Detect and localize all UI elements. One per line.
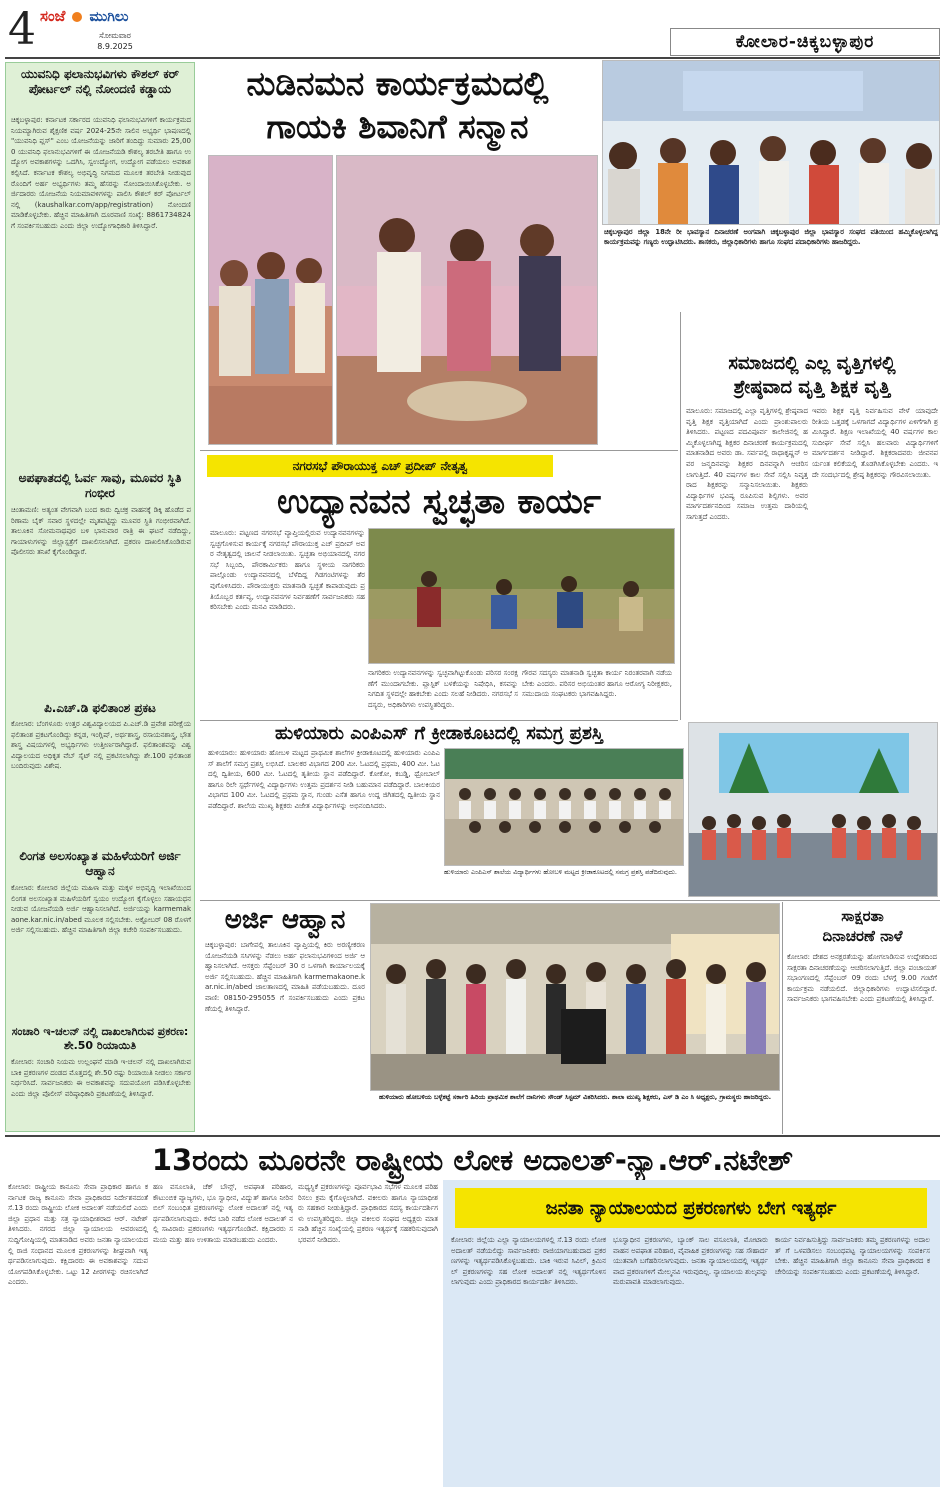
park-kicker-banner: [207, 455, 553, 477]
section-banner-text: ಕೋಲಾರ-ಚಿಕ್ಕಬಳ್ಳಾಪುರ: [735, 32, 875, 52]
story-echallan-body: ಕೋಲಾರ: ಸಂಚಾರಿ ನಿಯಮ ಉಲ್ಲಂಘನೆ ಮಾಡಿ ಇ-ಚಲನ್ ನಲ್ಲಿ ದಾಖಲಾಗಿರುವ ಬಾಕಿ ಪ್ರಕರಣಗಳ ದಂಡದ ಮೊತ್ತದಲ್ಲಿ ಶೇ.50 ರಷ್ಟು ರಿಯಾಯಿತಿ ನೀಡಲು ಸರ್ಕಾರ ನಿರ್ಧರಿಸಿದೆ. ಸಾರ್ವಜನಿಕರು ಈ ಅವಕಾಶವನ್ನು ಸದುಪಯೋಗ ಪಡಿಸಿಕೊಳ್ಳಬೇಕು ಎಂದು ಜಿಲ್ಲಾ ಪೊಲೀಸ್ ವರಿಷ್ಠಾಧಿಕಾರಿ ಪ್ರಕಟಣೆಯಲ್ಲಿ ತಿಳಿಸಿದ್ದಾರೆ.: [11, 1058, 191, 1098]
literacy-body: ಕೋಲಾರ: ದೇಶದ ಅನಕ್ಷರತೆಯನ್ನು ಹೋಗಲಾಡಿಸುವ ಉದ್ದೇಶದಿಂದ ಸಾಕ್ಷರತಾ ದಿನಾಚರಣೆಯನ್ನು ಆಚರಿಸಲಾಗುತ್ತಿದೆ. ಜಿಲ್ಲಾ ಪಂಚಾಯತ್ ಸಭಾಂಗಣದಲ್ಲಿ ಸೆಪ್ಟೆಂಬರ್ 09 ರಂದು ಬೆಳಗ್ಗೆ 9.00 ಗಂಟೆಗೆ ಕಾರ್ಯಕ್ರಮ ನಡೆಯಲಿದೆ. ಜಿಲ್ಲಾಧಿಕಾರಿಗಳು ಉದ್ಘಾಟಿಸಲಿದ್ದಾರೆ. ಸಾರ್ವಜನಿಕರು ಭಾಗವಹಿಸಬೇಕು ಎಂದು ಪ್ರಕಟಣೆಯಲ್ಲಿ ತಿಳಿಸಿದ್ದಾರೆ.: [787, 953, 937, 1004]
lok-adalat-col3: ಮಧ್ಯಸ್ಥಿಕೆ ಪ್ರಕರಣಗಳನ್ನು ಪೂರ್ವಭಾವಿ ಸಭೆಗಳ ಮೂಲಕ ಪರಿಹರಿಸಲು ಕ್ರಮ ಕೈಗೊಳ್ಳಲಾಗಿದೆ. ವಕೀಲರು ಹಾಗೂ ನ್ಯಾಯಾಧೀಶರು ಸಹಕಾರ ನೀಡುತ್ತಿದ್ದಾರೆ. ಪ್ರಾಧಿಕಾರದ ಸದಸ್ಯ ಕಾರ್ಯದರ್ಶಿಗಳು ಉಪಸ್ಥಿತರಿದ್ದರು. ಜಿಲ್ಲಾ ವಕೀಲರ ಸಂಘದ ಅಧ್ಯಕ್ಷರು ಮಾತನಾಡಿ ಹೆಚ್ಚಿನ ಸಂಖ್ಯೆಯಲ್ಲಿ ಪ್ರಕರಣ ಇತ್ಯರ್ಥಕ್ಕೆ ಸಹಕರಿಸುವುದಾಗಿ ಭರವಸೆ ನೀಡಿದರು.: [298, 1183, 438, 1244]
divider-park: [200, 450, 678, 451]
page-number: [8, 5, 38, 55]
divider-literacy: [782, 902, 783, 1134]
main-story-photo-2: [336, 155, 598, 445]
teacher-headline-line1: ಸಮಾಜದಲ್ಲಿ ಎಲ್ಲ ವೃತ್ತಿಗಳಲ್ಲಿ: [728, 353, 896, 374]
divider-applications: [200, 900, 940, 901]
lok-adalat-col5: ಭೂಸ್ವಾಧೀನ ಪ್ರಕರಣಗಳು, ಬ್ಯಾಂಕ್ ಸಾಲ ವಸೂಲಾತಿ, ಮೋಟಾರು ವಾಹನ ಅಪಘಾತ ಪರಿಹಾರ, ವೈವಾಹಿಕ ಪ್ರಕರಣಗಳನ್ನು ಸಹ ಸೌಹಾರ್ದಯುತವಾಗಿ ಬಗೆಹರಿಸಲಾಗುವುದು. ಜನತಾ ನ್ಯಾಯಾಲಯದಲ್ಲಿ ಇತ್ಯರ್ಥವಾದ ಪ್ರಕರಣಗಳಿಗೆ ಮೇಲ್ಮನವಿ ಇರುವುದಿಲ್ಲ. ನ್ಯಾಯಾಲಯ ಶುಲ್ಕವನ್ನು ಮರುಪಾವತಿ ಮಾಡಲಾಗುವುದು.: [613, 1236, 768, 1287]
park-body-2: ನಾಗರಿಕರು ಉದ್ಯಾನವನಗಳನ್ನು ಸ್ವಚ್ಛವಾಗಿಟ್ಟುಕೊಂಡು ಪರಿಸರ ಸಂರಕ್ಷಣೆಗೆ ಮುಂದಾಗಬೇಕು. ಪ್ಲಾಸ್ಟಿಕ್ ಬಳಕೆಯನ್ನು ನಿಷೇಧಿಸಿ, ಕಸವನ್ನು ನಿಗದಿತ ಸ್ಥಳದಲ್ಲೇ ಹಾಕಬೇಕು ಎಂದು ಸಲಹೆ ನೀಡಿದರು. ನಗರಸಭೆ ಸದಸ್ಯರು, ಅಧಿಕಾರಿಗಳು ಉಪಸ್ಥಿತರಿದ್ದರು.: [368, 669, 518, 709]
story-echallan-headline: ಸಂಚಾರಿ ಇ-ಚಲನ್ ನಲ್ಲಿ ದಾಖಲಾಗಿರುವ ಪ್ರಕರಣ: ಶೇ.50 ರಿಯಾಯಿತಿ: [11, 1025, 189, 1052]
story-phd-body: ಕೋಲಾರ: ಬೆಂಗಳೂರು ಉತ್ತರ ವಿಶ್ವವಿದ್ಯಾಲಯದ ಪಿ.ಎಚ್.ಡಿ ಪ್ರವೇಶ ಪರೀಕ್ಷೆಯ ಫಲಿತಾಂಶ ಪ್ರಕಟಗೊಂಡಿದ್ದು ಕನ್ನಡ, ಇಂಗ್ಲಿಷ್, ಅರ್ಥಶಾಸ್ತ್ರ, ರಸಾಯನಶಾಸ್ತ್ರ, ಭೌತಶಾಸ್ತ್ರ ವಿಷಯಗಳಲ್ಲಿ ಅಭ್ಯರ್ಥಿಗಳು ಉತ್ತೀರ್ಣರಾಗಿದ್ದಾರೆ. ಫಲಿತಾಂಶವನ್ನು ವಿಶ್ವವಿದ್ಯಾಲಯದ ಅಧಿಕೃತ ವೆಬ್ ಸೈಟ್ ನಲ್ಲಿ ಪ್ರಕಟಿಸಲಾಗಿದ್ದು ಶೇ.100 ಫಲಿತಾಂಶ ಬಂದಿರುವುದು ವಿಶೇಷ.: [11, 720, 191, 771]
lok-adalat-col6: ಕಾರ್ಯ ನಿರ್ವಹಿಸುತ್ತಿದ್ದು ಸಾರ್ವಜನಿಕರು ತಮ್ಮ ಪ್ರಕರಣಗಳನ್ನು ಅದಾಲತ್ ಗೆ ಒಳಪಡಿಸಲು ಸಂಬಂಧಪಟ್ಟ ನ್ಯಾಯಾಲಯಗಳನ್ನು ಸಂಪರ್ಕಿಸಬೇಕು. ಹೆಚ್ಚಿನ ಮಾಹಿತಿಗಾಗಿ ಜಿಲ್ಲಾ ಕಾನೂನು ಸೇವಾ ಪ್ರಾಧಿಕಾರದ ಕಚೇರಿಯನ್ನು ಸಂಪರ್ಕಿಸಬಹುದು ಎಂದು ಪ್ರಕಟಣೆಯಲ್ಲಿ ತಿಳಿಸಿದ್ದಾರೆ.: [775, 1236, 930, 1276]
park-body: ಮಾಲೂರು: ಪಟ್ಟಣದ ನಗರಸಭೆ ವ್ಯಾಪ್ತಿಯಲ್ಲಿರುವ ಉದ್ಯಾನವನಗಳನ್ನು ಸ್ವಚ್ಛಗೊಳಿಸುವ ಕಾರ್ಯಕ್ಕೆ ನಗರಸಭೆ ಪೌರಾಯುಕ್ತ ಎಚ್ ಪ್ರದೀಪ್ ಅವರ ನೇತೃತ್ವದಲ್ಲಿ ಚಾಲನೆ ನೀಡಲಾಯಿತು. ಸ್ವಚ್ಛತಾ ಅಭಿಯಾನದಲ್ಲಿ ನಗರಸಭೆ ಸಿಬ್ಬಂದಿ, ಪೌರಕಾರ್ಮಿಕರು ಹಾಗೂ ಸ್ಥಳೀಯ ನಾಗರಿಕರು ಪಾಲ್ಗೊಂಡು ಉದ್ಯಾನವನದಲ್ಲಿ ಬೆಳೆದಿದ್ದ ಗಿಡಗಂಟಿಗಳನ್ನು ತೆರವುಗೊಳಿಸಿದರು. ಪೌರಾಯುಕ್ತರು ಮಾತನಾಡಿ ಸ್ವಚ್ಛತೆ ಕಾಪಾಡುವುದು ಪ್ರತಿಯೊಬ್ಬರ ಕರ್ತವ್ಯ, ಉದ್ಯಾನವನಗಳ ನಿರ್ವಹಣೆಗೆ ಸಾರ್ವಜನಿಕರು ಸಹಕರಿಸಬೇಕು ಎಂದು ಮನವಿ ಮಾಡಿದರು.: [210, 529, 365, 612]
school-donation-photo: [370, 903, 780, 1091]
lok-adalat-sub-banner: [455, 1188, 927, 1228]
teacher-body: ಮಾಲೂರು: ಸಮಾಜದಲ್ಲಿ ಎಲ್ಲಾ ವೃತ್ತಿಗಳಲ್ಲಿ ಶ್ರೇಷ್ಠವಾದ ವೃತ್ತಿ ಶಿಕ್ಷಕ ವೃತ್ತಿಯಾಗಿದೆ ಎಂದು ಪ್ರಾಂಶುಪಾಲರು ತಿಳಿಸಿದರು. ಪಟ್ಟಣದ ಪದವಿಪೂರ್ವ ಕಾಲೇಜಿನಲ್ಲಿ ಹಮ್ಮಿಕೊಳ್ಳಲಾಗಿದ್ದ ಶಿಕ್ಷಕರ ದಿನಾಚರಣೆ ಕಾರ್ಯಕ್ರಮದಲ್ಲಿ ಮಾತನಾಡಿದ ಅವರು ಡಾ. ಸರ್ವಪಲ್ಲಿ ರಾಧಾಕೃಷ್ಣನ್ ಅವರ ಜನ್ಮದಿನವನ್ನು ಶಿಕ್ಷಕರ ದಿನವನ್ನಾಗಿ ಆಚರಿಸಲಾಗುತ್ತಿದೆ. 40 ವರ್ಷಗಳ ಕಾಲ ಸೇವೆ ಸಲ್ಲಿಸಿ ನಿವೃತ್ತರಾದ ಶಿಕ್ಷಕರನ್ನು ಸನ್ಮಾನಿಸಲಾಯಿತು. ಶಿಕ್ಷಕರು ವಿದ್ಯಾರ್ಥಿಗಳ ಭವಿಷ್ಯ ರೂಪಿಸುವ ಶಿಲ್ಪಿಗಳು. ಅವರ ಮಾರ್ಗದರ್ಶನದಿಂದ ಸಮಾಜ ಉತ್ತಮ ದಾರಿಯಲ್ಲಿ ಸಾಗುತ್ತದೆ ಎಂದರು.: [686, 407, 808, 521]
divider-sports: [200, 720, 678, 721]
lok-adalat-col4: ಕೋಲಾರ: ಜಿಲ್ಲೆಯ ಎಲ್ಲಾ ನ್ಯಾಯಾಲಯಗಳಲ್ಲಿ ಸೆ.13 ರಂದು ಲೋಕ ಅದಾಲತ್ ನಡೆಯಲಿದ್ದು ಸಾರ್ವಜನಿಕರು ರಾಜಿಯಾಗಬಹುದಾದ ಪ್ರಕರಣಗಳನ್ನು ಇತ್ಯರ್ಥಪಡಿಸಿಕೊಳ್ಳಬಹುದು. ಬಾಕಿ ಇರುವ ಸಿವಿಲ್, ಕ್ರಿಮಿನಲ್ ಪ್ರಕರಣಗಳನ್ನು ಸಹ ಲೋಕ ಅದಾಲತ್ ನಲ್ಲಿ ಇತ್ಯರ್ಥಗೊಳಿಸಲಾಗುವುದು ಎಂದು ಪ್ರಾಧಿಕಾರದ ಕಾರ್ಯದರ್ಶಿ ತಿಳಿಸಿದರು.: [451, 1236, 606, 1287]
park-cleaning-photo: [368, 528, 675, 664]
sports-students-photo: [444, 748, 684, 866]
section-banner: [670, 28, 940, 56]
sports-body: ಹುಳಿಯಾರು: ಹುಳಿಯಾರು ಹೋಬಳಿ ಮಟ್ಟದ ಪ್ರಾಥಮಿಕ ಶಾಲೆಗಳ ಕ್ರೀಡಾಕೂಟದಲ್ಲಿ ಹುಳಿಯಾರು ಎಂಪಿಎಸ್ ಶಾಲೆಗೆ ಸಮಗ್ರ ಪ್ರಶಸ್ತಿ ಲಭಿಸಿದೆ. ಬಾಲಕರ ವಿಭಾಗದ 200 ಮೀ. ಓಟದಲ್ಲಿ ಪ್ರಥಮ, 400 ಮೀ. ಓಟದಲ್ಲಿ ದ್ವಿತೀಯ, 600 ಮೀ. ಓಟದಲ್ಲಿ ತೃತೀಯ ಸ್ಥಾನ ಪಡೆದಿದ್ದಾರೆ. ಕೋಕೋ, ಕಬಡ್ಡಿ, ಥ್ರೋಬಾಲ್ ಹಾಗೂ ರಿಲೇ ಸ್ಪರ್ಧೆಗಳಲ್ಲಿ ವಿದ್ಯಾರ್ಥಿಗಳು ಉತ್ತಮ ಪ್ರದರ್ಶನ ನೀಡಿ ಬಹುಮಾನ ಪಡೆದಿದ್ದಾರೆ. ಬಾಲಕಿಯರ ವಿಭಾಗದ 100 ಮೀ. ಓಟದಲ್ಲಿ ಪ್ರಥಮ ಸ್ಥಾನ, ಗುಂಡು ಎಸೆತ ಹಾಗೂ ಉದ್ದ ಜಿಗಿತದಲ್ಲಿ ದ್ವಿತೀಯ ಸ್ಥಾನ ಪಡೆದಿದ್ದಾರೆ. ಶಾಲೆಯ ಮುಖ್ಯ ಶಿಕ್ಷಕರು ವಿಜೇತ ವಿದ್ಯಾರ್ಥಿಗಳನ್ನು ಅಭಿನಂದಿಸಿದರು.: [208, 749, 440, 810]
sports-caption: ಹುಳಿಯಾರು ಎಂಪಿಎಸ್ ಶಾಲೆಯ ವಿದ್ಯಾರ್ಥಿಗಳು ಹೋಬಳಿ ಮಟ್ಟದ ಕ್ರೀಡಾಕೂಟದಲ್ಲಿ ಸಮಗ್ರ ಪ್ರಶಸ್ತಿ ಪಡೆದಿರುವುದು.: [444, 868, 677, 876]
story-yuvanidhi-body: ಚಿಕ್ಕಬಳ್ಳಾಪುರ: ಕರ್ನಾಟಕ ಸರ್ಕಾರದ ಯುವನಿಧಿ ಫಲಾನುಭವಿಗಳಿಗೆ ಕಾರ್ಯಕ್ರಮದ ನಿಯಮ್ಯಾಗಿರುವ ಶೈಕ್ಷಣಿಕ ವರ್ಷ 2024-25ನೇ ಸಾಲಿನ ಅಭ್ಯರ್ಥಿ ಭಾಷಣದಲ್ಲಿ "ಯುವನಿಧಿ ಪ್ಲಸ್" ಎಂಬ ಯೋಜನೆಯನ್ನು ಜಾರಿಗೆ ತಂದಿದ್ದು ಸುಮಾರು 25,000 ಯುವನಿಧಿ ಫಲಾನುಭವಿಗಳಿಗೆ ಈ ಯೋಜನೆಯಡಿ ಕೌಶಲ್ಯ ತರಬೇತಿ ಹಾಗೂ ಉದ್ಯೋಗ ಅವಕಾಶಗಳನ್ನು ಒದಗಿಸಿ, ಸ್ವಉದ್ಯೋಗ, ಉದ್ಯೋಗ ಪಡೆಯಲು ಅವಕಾಶ ಕಲ್ಪಿಸಿದೆ. ಕರ್ನಾಟಕ ಕೌಶಲ್ಯ ಅಭಿವೃದ್ಧಿ ನಿಗಮದ ಮೂಲಕ ತರಬೇತಿ ನೀಡುವುದರೊಂದಿಗೆ ಅರ್ಹ ಅಭ್ಯರ್ಥಿಗಳು ತಮ್ಮ ಹೆಸರನ್ನು ನೋಂದಾಯಿಸಿಕೊಳ್ಳಬೇಕು. ಅರ್ಜಿದಾರರು ಯೋಜನೆಯ ನಿಯಮಾವಳಿಗಳನ್ನು ಪಾಲಿಸಿ ಕೌಶಲ್ ಕರ್ ಪೋರ್ಟಲ್ ನಲ್ಲಿ (kaushalkar.com/app/registration) ನೋಂದಣಿ ಮಾಡಿಕೊಳ್ಳಬೇಕು. ಹೆಚ್ಚಿನ ಮಾಹಿತಿಗಾಗಿ ದೂರವಾಣಿ ಸಂಖ್ಯೆ: 8861734824 ಗೆ ಸಂಪರ್ಕಿಸಬಹುದು ಎಂದು ಜಿಲ್ಲಾ ಉದ್ಯೋಗಾಧಿಕಾರಿ ತಿಳಿಸಿದ್ದಾರೆ.: [11, 116, 191, 230]
story-women-body: ಕೋಲಾರ: ಕೋಲಾರ ಜಿಲ್ಲೆಯ ಮಹಿಳಾ ಮತ್ತು ಮಕ್ಕಳ ಅಭಿವೃದ್ಧಿ ಇಲಾಖೆಯಿಂದ ಲಿಂಗತ ಅಲಸಂಖ್ಯಾತ ಮಹಿಳೆಯರಿಗೆ ಸ್ವಯಂ ಉದ್ಯೋಗ ಕೈಗೊಳ್ಳಲು ಸಹಾಯಧನ ನೀಡುವ ಯೋಜನೆಯಡಿ ಅರ್ಜಿ ಆಹ್ವಾನಿಸಲಾಗಿದೆ. ಅರ್ಜಿಯನ್ನು karmemakaone.kar.nic.in/abed ಮೂಲಕ ಸಲ್ಲಿಸಬೇಕು. ಅಕ್ಟೋಬರ್ 08 ರೊಳಗೆ ಅರ್ಜಿ ಸಲ್ಲಿಸಬಹುದು. ಹೆಚ್ಚಿನ ಮಾಹಿತಿಗಾಗಿ ಜಿಲ್ಲಾ ಕಚೇರಿ ಸಂಪರ್ಕಿಸಬಹುದು.: [11, 884, 191, 935]
teacher-day-event-photo: [688, 722, 938, 897]
story-yuvanidhi-headline: ಯುವನಿಧಿ ಫಲಾನುಭವಿಗಳು ಕೌಶಲ್ ಕರ್ ಪೋರ್ಟಲ್ ನಲ್ಲಿ ನೋಂದಣಿ ಕಡ್ಡಾಯ: [20, 67, 180, 96]
main-story-headline-block: [200, 62, 595, 152]
lok-adalat-sub-headline: ಜನತಾ ನ್ಯಾಯಾಲಯದ ಪ್ರಕರಣಗಳು ಬೇಗ ಇತ್ಯರ್ಥ: [545, 1197, 837, 1219]
brand-name-part2: ಮುಗಿಲು: [89, 9, 129, 25]
applications-body: ಚಿಕ್ಕಬಳ್ಳಾಪುರ: ಬಾಗೇಪಲ್ಲಿ ತಾಲೂಕಿನ ವ್ಯಾಪ್ತಿಯಲ್ಲಿ ಕಿರು ಅರಣ್ಯೀಕರಣ ಯೋಜನೆಯಡಿ ಸಸಿಗಳನ್ನು ನೆಡಲು ಅರ್ಹ ಫಲಾನುಭವಿಗಳಿಂದ ಅರ್ಜಿ ಆಹ್ವಾನಿಸಲಾಗಿದೆ. ಆಸಕ್ತರು ಸೆಪ್ಟೆಂಬರ್ 30 ರ ಒಳಗಾಗಿ ಕಾರ್ಯಾಲಯಕ್ಕೆ ಅರ್ಜಿ ಸಲ್ಲಿಸಬಹುದು. ಹೆಚ್ಚಿನ ಮಾಹಿತಿಗಾಗಿ karmemakaone.kar.nic.in/abed ಜಾಲತಾಣದಲ್ಲಿ ಮಾಹಿತಿ ಪಡೆಯಬಹುದು. ದೂರವಾಣಿ: 08150-295055 ಗೆ ಸಂಪರ್ಕಿಸಬಹುದು ಎಂದು ಪ್ರಕಟಣೆಯಲ್ಲಿ ತಿಳಿಸಿದ್ದಾರೆ.: [205, 941, 365, 1013]
literacy-headline-line1: ಸಾಕ್ಷರತಾ: [841, 907, 884, 925]
teacher-body-2: ಇವರು ಶಿಕ್ಷಕ ವೃತ್ತಿ ನಿರ್ವಹಿಸುವ ವೇಳೆ ಯಾವುದೇ ರೀತಿಯ ಒತ್ತಡಕ್ಕೆ ಒಳಗಾಗದೆ ವಿದ್ಯಾರ್ಥಿಗಳ ಏಳಿಗೆಗಾಗಿ ಶ್ರಮಿಸಿದ್ದಾರೆ. ಶಿಕ್ಷಣ ಇಲಾಖೆಯಲ್ಲಿ 40 ವರ್ಷಗಳ ಕಾಲ ಸುದೀರ್ಘ ಸೇವೆ ಸಲ್ಲಿಸಿ ಹಲವಾರು ವಿದ್ಯಾರ್ಥಿಗಳಿಗೆ ಮಾರ್ಗದರ್ಶನ ನೀಡಿದ್ದಾರೆ. ಶಿಕ್ಷಕರಾದವರು ಜೀವನಪರ್ಯಂತ ಕಲಿಕೆಯಲ್ಲಿ ತೊಡಗಿಸಿಕೊಳ್ಳಬೇಕು ಎಂದರು. ಇದೇ ಸಂದರ್ಭದಲ್ಲಿ ಶ್ರೇಷ್ಠ ಶಿಕ್ಷಕರನ್ನು ಗೌರವಿಸಲಾಯಿತು.: [812, 407, 938, 479]
sun-icon: [72, 12, 82, 22]
sports-headline: ಹುಳಿಯಾರು ಎಂಪಿಎಸ್ ಗೆ ಕ್ರೀಡಾಕೂಟದಲ್ಲಿ ಸಮಗ್ರ ಪ್ರಶಸ್ತಿ: [275, 723, 603, 744]
park-headline: ಉದ್ಯಾನವನ ಸ್ವಚ್ಛತಾ ಕಾರ್ಯ: [276, 482, 602, 522]
story-phd-headline: ಪಿ.ಎಚ್.ಡಿ ಫಲಿತಾಂಶ ಪ್ರಕಟ: [44, 701, 156, 715]
brand-name-part1: ಸಂಜೆ: [40, 7, 66, 25]
top-right-caption: ಚಿಕ್ಕಬಳ್ಳಾಪುರ ಜಿಲ್ಲಾ 18ನೇ ರೀ ಭಾವಸ್ಯಾನ ದಿನಾಚರಣೆ ಅಂಗವಾಗಿ ಚಿಕ್ಕಬಳ್ಳಾಪುರ ಜಿಲ್ಲಾ ಭಾವಸ್ಯಾರ ಸಂಘದ ವತಿಯಿಂದ ಹಮ್ಮಿಕೊಳ್ಳಲಾಗಿದ್ದ ಕಾರ್ಯಕ್ರಮವನ್ನು ಗಣ್ಯರು ಉದ್ಘಾಟಿಸಿದರು. ಶಾಸಕರು, ಜಿಲ್ಲಾಧಿಕಾರಿಗಳು ಹಾಗೂ ಸಂಘದ ಪದಾಧಿಕಾರಿಗಳು ಹಾಜರಿದ್ದರು.: [604, 228, 938, 246]
masthead-day: ಸೋಮವಾರ: [99, 31, 131, 40]
applications-caption: ಹುಳಿಯಾರು ಹೋಬಳಿಯ ಬಳ್ಳೆಕಟ್ಟೆ ಸರ್ಕಾರಿ ಹಿರಿಯ ಪ್ರಾಥಮಿಕ ಶಾಲೆಗೆ ದಾನಿಗಳು ಸೌಂಡ್ ಸಿಸ್ಟಮ್ ವಿತರಿಸಿದರು. ಶಾಲಾ ಮುಖ್ಯ ಶಿಕ್ಷಕರು, ಎಸ್ ಡಿ ಎಂ ಸಿ ಅಧ್ಯಕ್ಷರು, ಗ್ರಾಮಸ್ಥರು ಹಾಜರಿದ್ದರು.: [378, 1093, 772, 1101]
main-story-photo: [208, 155, 333, 445]
top-right-caption-block: [604, 227, 938, 309]
main-story-headline-line2: ಗಾಯಕಿ ಶಿವಾನಿಗೆ ಸನ್ಮಾನ: [266, 107, 529, 146]
masthead-date: 8.9.2025: [97, 42, 133, 51]
divider-teacher: [680, 312, 681, 720]
main-story-headline-line1: ನುಡಿನಮನ ಕಾರ್ಯಕ್ರಮದಲ್ಲಿ: [246, 64, 549, 103]
park-kicker: ನಗರಸಭೆ ಪೌರಾಯುಕ್ತ ಎಚ್ ಪ್ರದೀಪ್ ನೇತೃತ್ವ: [292, 458, 468, 473]
lok-adalat-headline: 13ರಂದು ಮೂರನೇ ರಾಷ್ಟ್ರೀಯ ಲೋಕ ಅದಾಲತ್-ನ್ಯಾ.ಆರ್.ನಟೇಶ್: [151, 1143, 794, 1177]
lok-adalat-sub-box: [443, 1180, 940, 1487]
teacher-headline-line2: ಶ್ರೇಷ್ಠವಾದ ವೃತ್ತಿ ಶಿಕ್ಷಕ ವೃತ್ತಿ: [733, 377, 891, 398]
story-accident-headline: ಅಪಘಾತದಲ್ಲಿ ಓರ್ವ ಸಾವು, ಮೂವರ ಸ್ಥಿತಿ ಗಂಭೀರ: [18, 471, 182, 500]
lok-adalat-col1: ಕೋಲಾರ: ರಾಷ್ಟ್ರೀಯ ಕಾನೂನು ಸೇವಾ ಪ್ರಾಧಿಕಾರ ಹಾಗೂ ಕರ್ನಾಟಕ ರಾಜ್ಯ ಕಾನೂನು ಸೇವಾ ಪ್ರಾಧಿಕಾರದ ನಿರ್ದೇಶನದಂತೆ ಸೆ.13 ರಂದು ರಾಷ್ಟ್ರೀಯ ಲೋಕ ಅದಾಲತ್ ನಡೆಯಲಿದೆ ಎಂದು ಜಿಲ್ಲಾ ಪ್ರಧಾನ ಮತ್ತು ಸತ್ರ ನ್ಯಾಯಾಧೀಶರಾದ ಆರ್. ನಟೇಶ್ ತಿಳಿಸಿದರು. ನಗರದ ಜಿಲ್ಲಾ ನ್ಯಾಯಾಲಯ ಆವರಣದಲ್ಲಿ ಸುದ್ದಿಗೋಷ್ಠಿಯಲ್ಲಿ ಮಾತನಾಡಿದ ಅವರು ಜನತಾ ನ್ಯಾಯಾಲಯದಲ್ಲಿ ರಾಜಿ ಸಂಧಾನದ ಮೂಲಕ ಪ್ರಕರಣಗಳನ್ನು ಶೀಘ್ರವಾಗಿ ಇತ್ಯರ್ಥಪಡಿಸಲಾಗುವುದು. ಕಕ್ಷಿದಾರರು ಈ ಅವಕಾಶವನ್ನು ಸದುಪಯೋಗಪಡಿಸಿಕೊಳ್ಳಬೇಕು. ಒಟ್ಟು 12 ಪೀಠಗಳನ್ನು ರಚಿಸಲಾಗಿದೆ ಎಂದರು.: [8, 1183, 148, 1287]
lok-adalat-col2: ಹಣ ವಸೂಲಾತಿ, ಚೆಕ್ ಬೌನ್ಸ್, ಅಪಘಾತ ಪರಿಹಾರ, ಕೌಟುಂಬಿಕ ವ್ಯಾಜ್ಯಗಳು, ಭೂ ಸ್ವಾಧೀನ, ವಿದ್ಯುತ್ ಹಾಗೂ ನೀರಿನ ಬಿಲ್ ಸಂಬಂಧಿತ ಪ್ರಕರಣಗಳನ್ನು ಲೋಕ ಅದಾಲತ್ ನಲ್ಲಿ ಇತ್ಯರ್ಥಪಡಿಸಲಾಗುವುದು. ಕಳೆದ ಬಾರಿ ನಡೆದ ಲೋಕ ಅದಾಲತ್ ನಲ್ಲಿ ಸಾವಿರಾರು ಪ್ರಕರಣಗಳು ಇತ್ಯರ್ಥಗೊಂಡಿವೆ. ಕಕ್ಷಿದಾರರು ಸಮಯ ಮತ್ತು ಹಣ ಉಳಿತಾಯ ಮಾಡಬಹುದು ಎಂದರು.: [153, 1183, 293, 1244]
story-accident-body: ಚಿಂತಾಮಣಿ: ಅತ್ಯಂತ ವೇಗವಾಗಿ ಬಂದ ಕಾರು ದ್ವಿಚಕ್ರ ವಾಹನಕ್ಕೆ ಡಿಕ್ಕಿ ಹೊಡೆದ ಪರಿಣಾಮ ಬೈಕ್ ಸವಾರ ಸ್ಥಳದಲ್ಲೇ ಮೃತಪಟ್ಟಿದ್ದು ಮೂವರ ಸ್ಥಿತಿ ಗಂಭೀರವಾಗಿದೆ. ತಾಲೂಕಿನ ಸೋಮನಾಥಪುರ ಬಳಿ ಭಾನುವಾರ ರಾತ್ರಿ ಈ ಘಟನೆ ನಡೆದಿದ್ದು, ಗಾಯಾಳುಗಳನ್ನು ಜಿಲ್ಲಾಸ್ಪತ್ರೆಗೆ ದಾಖಲಿಸಲಾಗಿದೆ. ಪ್ರಕರಣ ದಾಖಲಿಸಿಕೊಂಡಿರುವ ಪೊಲೀಸರು ತನಿಖೆ ಕೈಗೊಂಡಿದ್ದಾರೆ.: [11, 506, 191, 557]
divider-lok-adalat: [5, 1135, 940, 1137]
park-body-3: ಗೌರವ ಸದಸ್ಯರು ಮಾತನಾಡಿ ಸ್ವಚ್ಛತಾ ಕಾರ್ಯ ನಿರಂತರವಾಗಿ ನಡೆಯಬೇಕು ಎಂದರು. ಪರಿಸರ ಅಭಿಯಂತರ ಹಾಗೂ ಆರೋಗ್ಯ ನಿರೀಕ್ಷಕರು, ಸಮುದಾಯ ಸಂಘಟಕರು ಭಾಗವಹಿಸಿದ್ದರು.: [522, 669, 672, 699]
top-right-event-photo: [602, 60, 940, 225]
literacy-headline-line2: ದಿನಾಚರಣೆ ನಾಳೆ: [822, 927, 903, 945]
page-number-text: 4: [8, 4, 36, 55]
left-news-column: [5, 62, 195, 1132]
masthead-rule: [5, 57, 940, 59]
applications-headline: ಅರ್ಜಿ ಆಹ್ವಾನ: [224, 905, 346, 935]
story-women-headline: ಲಿಂಗತ ಅಲಸಂಖ್ಯಾತ ಮಹಿಳೆಯರಿಗೆ ಅರ್ಜಿ ಆಹ್ವಾನ: [19, 849, 181, 878]
